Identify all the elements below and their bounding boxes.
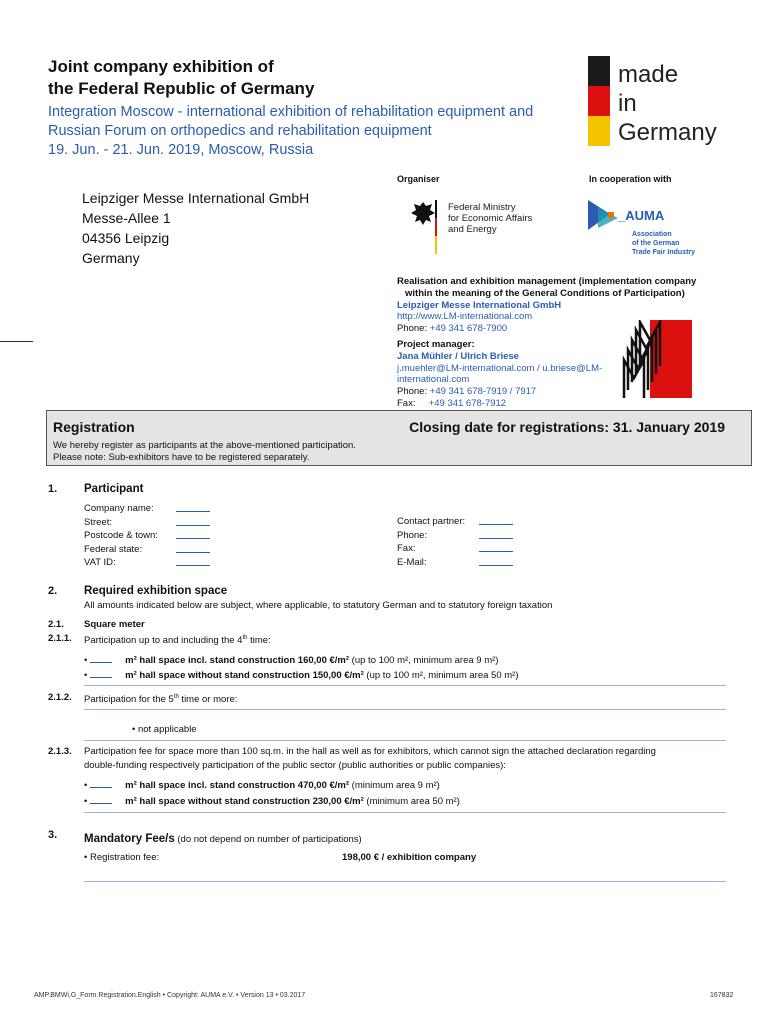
subtitle-line-2: Russian Forum on orthopedics and rehabilitation equipment (48, 123, 432, 139)
space-incl-large-input[interactable] (90, 778, 112, 788)
auma-sub-line: Trade Fair Industry (632, 249, 696, 256)
title-line-2: the Federal Republic of Germany (48, 79, 315, 98)
field-row (84, 516, 384, 530)
space-incl-input[interactable] (90, 653, 112, 663)
phone-label: Phone: (397, 386, 428, 398)
company-url[interactable]: http://www.LM-international.com (397, 311, 533, 323)
participant-right-fields (397, 515, 597, 569)
option-price: without stand construction 150,00 €/m² (188, 670, 364, 681)
registration-note (53, 440, 356, 463)
logo-word-in: in (618, 90, 637, 117)
margin-mark (0, 341, 33, 342)
participant-left-fields (84, 502, 384, 570)
pm-fax: +49 341 678-7912 (428, 397, 507, 409)
project-manager-label: Project manager: (397, 338, 475, 350)
s211-text: Participation up to and including the 4 (84, 635, 243, 647)
company-name: Leipziger Messe International GmbH (397, 299, 562, 311)
organiser-info (397, 276, 757, 410)
pm-phone: +49 341 678-7919 / 7917 (429, 386, 537, 398)
divider (84, 881, 726, 882)
realisation-line-2: within the meaning of the General Conditions of Participation) (405, 287, 685, 299)
section-3-title: Mandatory Fee/s (84, 833, 175, 845)
eagle-icon (408, 200, 438, 256)
option-price: without stand construction 230,00 €/m² (188, 796, 364, 807)
section-2-1-1-number: 2.1.1. (48, 633, 72, 644)
phone-label: Phone: (397, 529, 428, 541)
address-line: 04356 Leipzig (82, 230, 170, 246)
section-2-1-2-text (84, 691, 237, 707)
space-without-large-input[interactable] (90, 794, 112, 804)
footer-copyright: AMP.BMWi.G_Form.Registration.English • Copyright: AUMA e.V. • Version 13 • 03.2017 (34, 992, 306, 999)
logo-word-made: made (618, 61, 679, 88)
s213-line: Participation fee for space more than 100 sq.m. in the hall as well as for exhibitors, which cannot sign the attached declaration regarding (84, 746, 656, 757)
field-row (84, 556, 384, 570)
auma-name: _AUMA (618, 208, 665, 223)
option-note: (minimum area 50 m²) (363, 796, 460, 807)
contact-partner-input[interactable] (479, 515, 513, 525)
field-row (84, 529, 384, 543)
field-row (84, 543, 384, 557)
project-manager-emails[interactable]: j.muehler@LM-international.com / u.briese@LM- (397, 362, 603, 374)
made-in-germany-logo (588, 56, 738, 148)
pm-phone-row (397, 386, 757, 398)
s211-sup: th (242, 635, 248, 641)
section-2-1-2-number: 2.1.2. (48, 692, 72, 703)
section-2-1-title: Square meter (84, 619, 145, 630)
option-label: m² hall space (125, 655, 189, 666)
auma-sub-line: of the German (632, 240, 680, 247)
street-label: Street: (84, 516, 112, 528)
section-3-note: (do not depend on number of participations) (174, 834, 362, 845)
federal-state-input[interactable] (176, 543, 210, 553)
fax-label: Fax: (397, 397, 416, 409)
project-manager-emails-cont[interactable]: international.com (397, 374, 470, 386)
company-name-label: Company name: (84, 503, 154, 514)
s212-end: time or more: (178, 694, 238, 706)
ministry-line: and Energy (448, 224, 497, 235)
address-line: Germany (82, 250, 140, 266)
option-price: incl. stand construction 470,00 €/m² (188, 780, 350, 791)
footer-form-id: 167832 (710, 992, 734, 999)
leipziger-messe-logo (620, 320, 692, 400)
option-note: (minimum area 9 m²) (349, 780, 440, 791)
tax-note: All amounts indicated below are subject, where applicable, to statutory German and to statutory foreign taxation (84, 600, 553, 611)
s211-end: time: (247, 635, 271, 647)
subtitle-line-3: 19. Jun. - 21. Jun. 2019, Moscow, Russia (48, 142, 314, 158)
registration-note-line: Please note: Sub-exhibitors have to be registered separately. (53, 451, 310, 463)
title-line-1: Joint company exhibition of (48, 57, 274, 76)
space-option-row: • m² hall space incl. stand construction 470,00 €/m² (minimum area 9 m²) (84, 780, 440, 791)
registration-fee-label: • Registration fee: (84, 852, 160, 863)
option-note: (up to 100 m², minimum area 9 m²) (349, 655, 499, 666)
federal-state-label: Federal state: (84, 543, 143, 555)
postcode-town-input[interactable] (176, 529, 210, 539)
contact-partner-label: Contact partner: (397, 516, 466, 527)
option-label: m² hall space (125, 670, 189, 681)
divider (84, 812, 726, 813)
field-row (84, 502, 384, 516)
section-2-1-1-text (84, 632, 271, 648)
auma-sub-line: Association (632, 231, 672, 238)
company-phone-row (397, 323, 757, 335)
field-row (397, 515, 597, 529)
company-name-input[interactable] (176, 502, 210, 512)
registration-fee-value: 198,00 € / exhibition company (342, 852, 477, 863)
not-applicable-text: • not applicable (132, 724, 197, 735)
registration-note-line: We hereby register as participants at the above-mentioned participation. (53, 440, 356, 451)
option-label: m² hall space (125, 796, 189, 807)
field-row (397, 556, 597, 570)
flag-gold-bar (588, 116, 610, 146)
federal-ministry-logo (408, 200, 538, 256)
organiser-address (82, 188, 309, 268)
email-label: E-Mail: (397, 556, 427, 568)
option-label: m² hall space (125, 780, 189, 791)
fax-label: Fax: (397, 543, 416, 554)
registration-title: Registration (53, 419, 135, 435)
page-title (48, 56, 428, 100)
company-phone: +49 341 678-7900 (429, 323, 508, 335)
phone-input[interactable] (479, 529, 513, 539)
subtitle-line-1: Integration Moscow - international exhibition of rehabilitation equipment and (48, 104, 534, 120)
space-option-row: • m² hall space without stand construction 230,00 €/m² (minimum area 50 m²) (84, 796, 460, 807)
closing-date: Closing date for registrations: 31. January 2019 (409, 419, 725, 435)
street-input[interactable] (176, 516, 210, 526)
address-line: Messe-Allee 1 (82, 210, 171, 226)
field-row (397, 542, 597, 556)
section-2-number: 2. (48, 585, 58, 597)
organiser-label: Organiser (397, 174, 440, 184)
option-note: (up to 100 m², minimum area 50 m²) (363, 670, 519, 681)
logo-word-germany: Germany (618, 119, 717, 146)
space-option-row: • m² hall space without stand construction 150,00 €/m² (up to 100 m², minimum area 50 m²) (84, 670, 519, 681)
project-manager-names: Jana Mühler / Ulrich Briese (397, 350, 519, 362)
divider (84, 709, 726, 710)
registration-box (46, 410, 752, 466)
space-without-input[interactable] (90, 668, 112, 678)
email-input[interactable] (479, 556, 513, 566)
section-2-1-3-number: 2.1.3. (48, 746, 72, 757)
page-subtitle (48, 103, 588, 160)
auma-logo (588, 200, 708, 262)
auma-subtitle (632, 230, 695, 257)
phone-label: Phone: (397, 323, 428, 335)
ministry-line: Federal Ministry (448, 202, 516, 213)
s212-sup: th (173, 694, 179, 700)
fax-input[interactable] (479, 542, 513, 552)
flag-red-bar (588, 86, 610, 116)
option-price: incl. stand construction 160,00 €/m² (188, 655, 350, 666)
s213-line: double-funding respectively participation of the public sector (public authorities or public companies): (84, 759, 506, 771)
section-2-1-number: 2.1. (48, 619, 64, 630)
space-option-row: • m² hall space incl. stand construction 160,00 €/m² (up to 100 m², minimum area 9 m²) (84, 655, 499, 666)
vat-id-input[interactable] (176, 556, 210, 566)
ministry-line: for Economic Affairs (448, 213, 533, 224)
section-1-title: Participant (84, 483, 144, 495)
address-line: Leipziger Messe International GmbH (82, 190, 310, 206)
divider (84, 740, 726, 741)
vat-id-label: VAT ID: (84, 557, 116, 568)
section-3-heading (84, 829, 362, 847)
section-2-title: Required exhibition space (84, 585, 228, 597)
pm-fax-row (397, 398, 757, 410)
divider (84, 685, 726, 686)
ministry-name (448, 202, 532, 235)
postcode-town-label: Postcode & town: (84, 530, 158, 541)
section-2-1-3-text (84, 745, 744, 772)
cooperation-label: In cooperation with (589, 174, 672, 184)
realisation-line-1: Realisation and exhibition management (implementation company (397, 276, 697, 287)
flag-black-bar (588, 56, 610, 86)
section-3-number: 3. (48, 829, 58, 841)
field-row (397, 529, 597, 543)
section-1-number: 1. (48, 483, 58, 495)
s212-text: Participation for the 5 (84, 694, 174, 706)
